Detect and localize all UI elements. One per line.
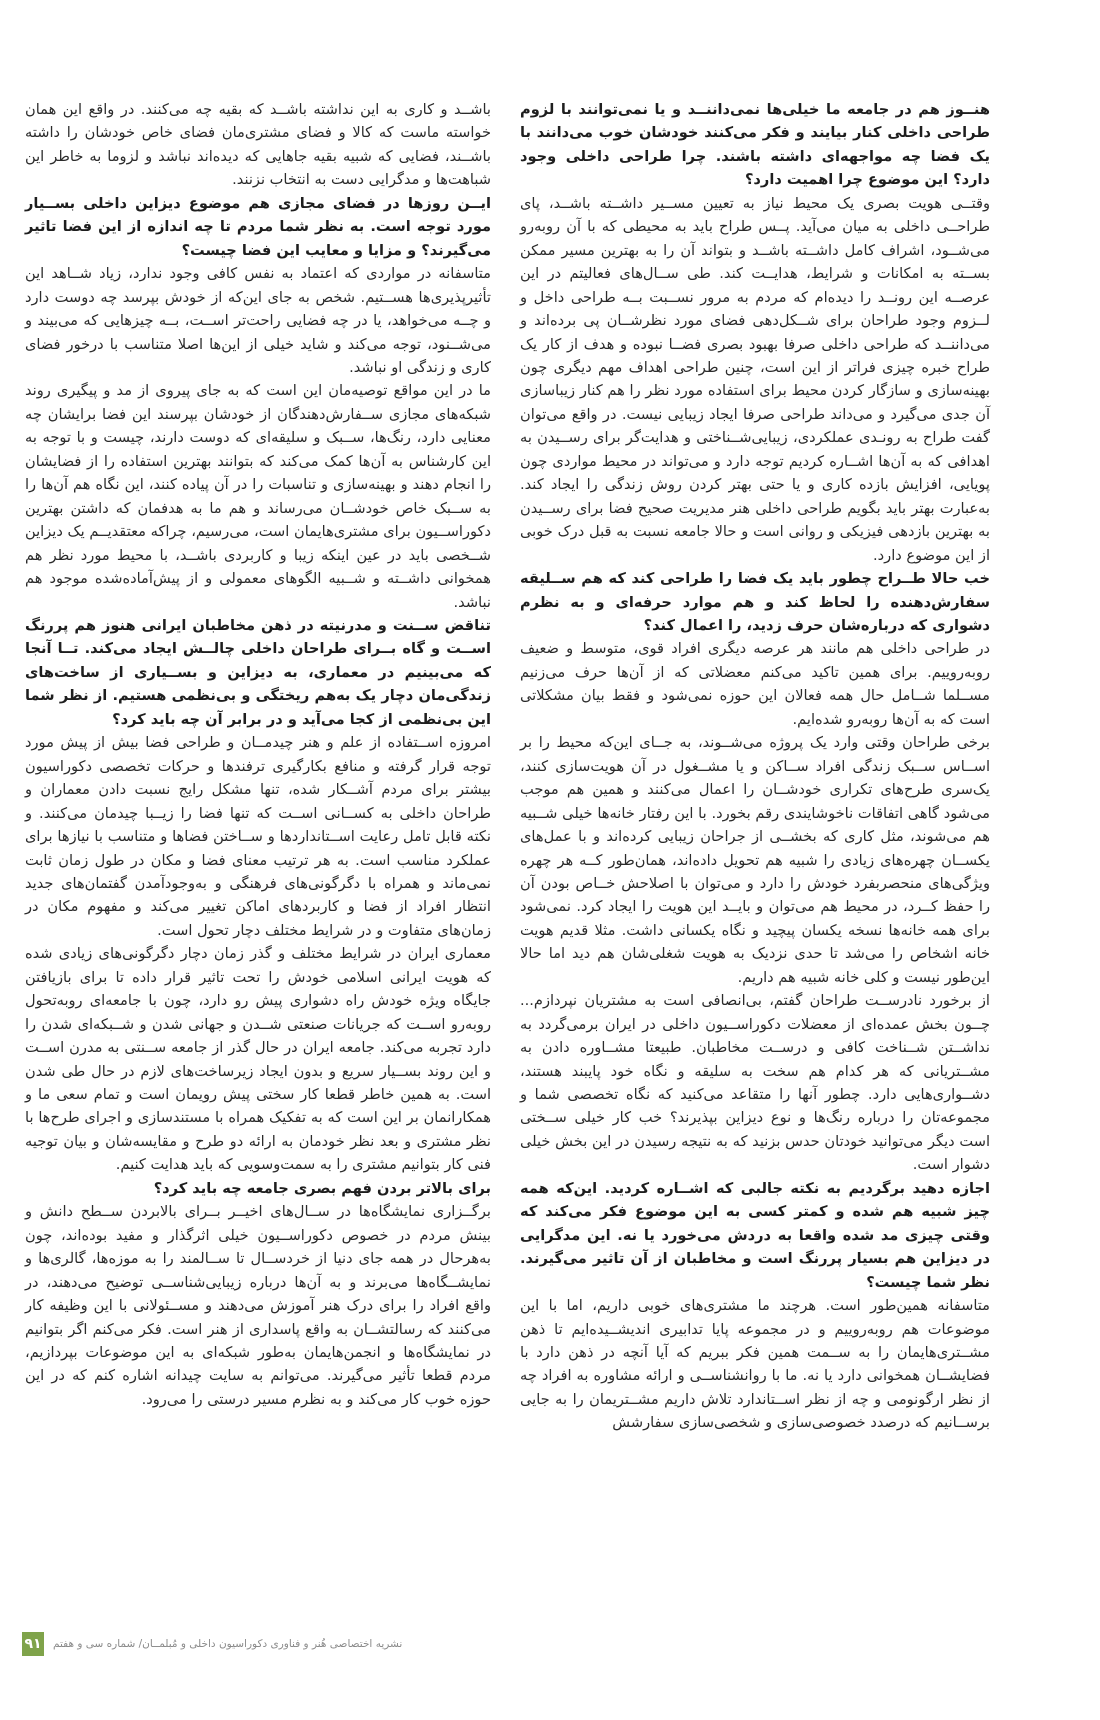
interview-question: ایــن روزها در فضای مجازی هم موضوع دیزاین داخلی بســیار مورد توجه است. به نظر شما مردم تا چه اندازه از این فضا تاثیر می‌گیرند؟ و مزایا و معایب این فضا چیست؟ xyxy=(25,194,491,259)
interview-answer: ما در این مواقع توصیه‌مان این است که به جای پیروی از مد و پیگیری روند شبکه‌های مجازی ســفارش‌دهندگان از خودشان بپرسند این فضا برایشان چه معنایی دارد، رنگ‌ها، ســبک و سلیقه‌ای که دوست دارند، چیست و با توجه به این کارشناس به آن‌ها کمک می‌کند که بتوانند بهترین استفاده را از فضایشان را انجام دهند و بهینه‌سازی و تناسبات را در آن پیاده کنند، این نگاه هم آن‌ها را به ســبک خاص خودشــان می‌رساند و هم ما به هدفمان که داشتن بهترین دکوراســیون برای مشتری‌هایمان است، می‌رسیم، چراکه معتقدیــم یک دیزاین شــخصی باید در عین اینکه زیبا و کاربردی باشــد، با محیط مورد نظر هم همخوانی داشــته و شــبیه الگوهای معمولی و از پیش‌آماده‌شده موجود هم نباشد. xyxy=(25,382,491,611)
interview-question: خب حالا طــراح چطور باید یک فضا را طراحی کند که هم ســلیقه سفارش‌دهنده را لحاظ کند و هم موارد حرفه‌ای و به نظرم دشواری که درباره‌شان حرف زدید، را اعمال کند؟ xyxy=(520,570,990,634)
page-footer xyxy=(22,1632,402,1656)
interview-question: برای بالاتر بردن فهم بصری جامعه چه باید کرد؟ xyxy=(153,1179,491,1197)
interview-question: اجازه دهید برگردیم به نکته جالبی که اشــاره کردید. این‌که همه چیز شبیه هم شده و کمتر کسی به این موضوع فکر می‌کند که وقتی چیزی مد شده واقعا به دردش می‌خورد یا نه. این مدگرایی در دیزاین هم بسیار پررنگ است و مخاطبان از آن تاثیر می‌گیرند. نظر شما چیست؟ xyxy=(520,1179,990,1291)
interview-question: تناقض ســنت و مدرنیته در ذهن مخاطبان ایرانی هنوز هم پررنگ اســت و گاه بــرای طراحان داخلی چالــش ایجاد می‌کند. تــا آنجا که می‌بینیم در معماری، به دیزاین و بســیاری از ساخت‌های زندگی‌مان دچار یک به‌هم ریختگی و بی‌نظمی هستیم. از نظر شما این بی‌نظمی از کجا می‌آید و در برابر آن چه باید کرد؟ xyxy=(25,616,491,728)
interview-answer: در طراحی داخلی هم مانند هر عرصه دیگری افراد قوی، متوسط و ضعیف روبه‌روییم. برای همین تاکید می‌کنم معضلاتی که از آن‌ها حرف می‌زنیم مســلما شــامل حال همه فعالان این حوزه نمی‌شود و فقط بیان مشکلاتی است که به آن‌ها روبه‌رو شده‌ایم. xyxy=(520,640,990,728)
interview-answer: باشــد و کاری به این نداشته باشــد که بقیه چه می‌کنند. در واقع این همان خواسته ماست که کالا و فضای مشتری‌مان فضای خاص خودشان را داشته باشــند، فضایی که شبیه بقیه جاهایی که دیده‌اند نباشد و لزوما به خاطر این شباهت‌ها و مدگرایی دست به انتخاب نزنند. xyxy=(25,101,491,189)
interview-answer: متاسفانه همین‌طور است. هرچند ما مشتری‌های خوبی داریم، اما با این موضوعات هم روبه‌روییم و در مجموعه پایا تدابیری اندیشــیده‌ایم تا ذهن مشــتری‌هایمان را به ســمت همین فکر ببریم که آیا آنچه در ذهن دارد با فضایشــان همخوانی دارد یا نه. ما با روانشناســی و ارائه مشاوره به افراد چه از نظر ارگونومی و چه از نظر اســتاندارد تلاش داریم مشــتریمان را به جایی برســانیم که درصدد خصوصی‌سازی و شخصی‌سازی سفارشش xyxy=(520,1297,990,1432)
article-column-left xyxy=(25,98,491,1411)
interview-answer: برخی طراحان وقتی وارد یک پروژه می‌شــوند، به جــای این‌که محیط را بر اســاس ســبک زندگی افراد ســاکن و یا مشــغول در آن هویت‌سازی کنند، یک‌سری طرح‌های تکراری خودشــان را اعمال می‌کنند و همین هم موجب می‌شود گاهی اتفاقات ناخوشایندی رقم بخورد. با این رفتار خانه‌ها خیلی شــبیه هم می‌شوند، مثل کاری که بخشــی از جراحان زیبایی کرده‌اند و با عمل‌های یکســان چهره‌های زیادی را شبیه هم تحویل داده‌اند، همان‌طور کــه هر چهره ویژگی‌های منحصربفرد خودش را دارد و می‌توان با اصلاحش خــاص بودن آن را حفظ کــرد، در محیط هم می‌توان و بایــد این هویت را ایجاد کرد. نمی‌شود برای همه خانه‌ها نسخه یکسان پیچید و نگاه یکسانی داشت. مثلا قدیم هویت خانه اشخاص را می‌شد تا حدی نزدیک به هویت شغلی‌شان هم دید اما حالا این‌طور نیست و کلی خانه شبیه هم داریم. xyxy=(520,734,990,986)
page-number-badge: ۹۱ xyxy=(22,1632,44,1656)
interview-answer: معماری ایران در شرایط مختلف و گذر زمان دچار دگرگونی‌های زیادی شده که هویت ایرانی اسلامی خودش را تحت تاثیر قرار داده تا برای بازیافتن جایگاه ویژه خودش راه دشواری پیش رو دارد، چون با جامعه‌ای روبه‌تحول روبه‌رو اســت که جریانات صنعتی شــدن و جهانی شدن و شــبکه‌ای شدن را دارد تجربه می‌کند. جامعه ایران در حال گذر از جامعه ســنتی به مدرن اســت و این روند بســیار سریع و بدون ایجاد زیرساخت‌های لازم در حال طی شدن است. به همین خاطر قطعا کار سختی پیش رویمان است و تمام سعی ما و همکارانمان بر این است که به تفکیک همراه با مستندسازی و اجرای طرح‌ها با نظر مشتری و بعد نظر خودمان به ارائه دو طرح و مقایسه‌شان و بیان توجیه فنی کار بتوانیم مشتری را به سمت‌وسویی که باید هدایت کنیم. xyxy=(25,945,491,1174)
interview-answer: امروزه اســتفاده از علم و هنر چیدمــان و طراحی فضا بیش از پیش مورد توجه قرار گرفته و منافع بکارگیری ترفندها و حرکات تخصصی دکوراسیون بیشتر برای مردم آشــکار شده، تنها مشکل رایج نسبت دادن معماران و طراحان داخلی به کســانی اســت که تنها فضا را زیــبا چیدمان می‌کنند. و نکته قابل تامل رعایت اســتانداردها و ســاختن فضاها و متناسب با نیازها برای عملکرد مناسب است. به هر ترتیب معنای فضا و مکان در طول زمان ثابت نمی‌ماند و همراه با دگرگونی‌های فرهنگی و به‌وجودآمدن گفتمان‌های جدید انتظار افراد از فضا و کاربردهای اماکن تغییر می‌کند و مفهوم مکان در زمان‌های متفاوت و در شرایط مختلف دچار تحول است. xyxy=(25,734,491,939)
interview-answer: برگــزاری نمایشگاه‌ها در ســال‌های اخیــر بــرای بالابردن ســطح دانش و بینش مردم در خصوص دکوراســیون خیلی اثرگذار و مفید بوده‌اند، چون به‌هرحال در همه جای دنیا از خردســال تا ســالمند را به موزه‌ها، گالری‌ها و نمایشــگاه‌ها می‌برند و به آن‌ها درباره زیبایی‌شناســی توضیح می‌دهند، در واقع افراد را برای درک هنر آموزش می‌دهند و مســئولانی با این وظیفه کار می‌کنند که رسالتشــان به واقع پاسداری از هنر است. فکر می‌کنم اگر بتوانیم در نمایشگاه‌ها و انجمن‌هایمان به‌طور شبکه‌ای به این موضوعات بپردازیم، مردم قطعا تأثیر می‌گیرند. می‌توانم به سایت چیدانه اشاره کنم که در این حوزه خوب کار می‌کند و به نظرم مسیر درستی را می‌رود. xyxy=(25,1203,491,1408)
interview-answer: متاسفانه در مواردی که اعتماد به نفس کافی وجود ندارد، زیاد شــاهد این تأثیرپذیری‌ها هســتیم. شخص به جای این‌که از خودش بپرسد چه دوست دارد و چــه می‌خواهد، یا در چه فضایی راحت‌تر اســت، بــه چیزهایی که می‌بیند و می‌شــنود، توجه می‌کند و شاید خیلی از این‌ها اصلا متناسب با درخور فضای کاری و زندگی او نباشد. xyxy=(25,265,491,376)
interview-question: هنــوز هم در جامعه ما خیلی‌ها نمی‌داننــد و یا نمی‌توانند با لزوم طراحی داخلی کنار بیایند و فکر می‌کنند خودشان خوب می‌دانند با یک فضا چه مواجهه‌ای داشته باشند. چرا طراحی داخلی وجود دارد؟ این موضوع چرا اهمیت دارد؟ xyxy=(520,101,990,189)
magazine-title: نشریه اختصاصی هُنر و فناوری دکوراسیون داخلی و مُبلمــان/ شماره سی و هفتم xyxy=(53,1638,403,1650)
article-column-right xyxy=(520,98,990,1435)
interview-answer: از برخورد نادرســت طراحان گفتم، بی‌انصافی است به مشتریان نپردازم... چــون بخش عمده‌ای از معضلات دکوراســیون داخلی در ایران برمی‌گردد به نداشــتن شــناخت کافی و درســت مخاطبان. طبیعتا مشــاوره دادن به مشــتریانی که هر کدام هم سخت به سلیقه و نگاه خود پایبند هستند، دشــواری‌هایی دارد. چطور آنها را متقاعد می‌کنید که نگاه تخصصی شما و مجموعه‌تان را درباره رنگ‌ها و نوع دیزاین بپذیرند؟ خب کار خیلی ســختی است دیگر می‌توانید خودتان حدس بزنید که به نتیجه رسیدن در این بخش خیلی دشوار است. xyxy=(520,992,990,1174)
interview-answer: وقتــی هویت بصری یک محیط نیاز به تعیین مســیر داشــته باشــد، پای طراحــی داخلی به میان می‌آید. پــس طراح باید به محیطی که با آن روبه‌رو می‌شــود، اشراف کامل داشــته باشــد و بتواند آن را به بهترین مسیر ممکن بســته به امکانات و شرایط، هدایــت کند. طی ســال‌های فعالیتم در این عرصــه این رونــد را دیده‌ام که مردم به مرور نســبت بــه طراحی داخل و لــزوم وجود طراحان برای شــکل‌دهی فضای مورد نظرشــان پی برده‌اند و می‌داننــد که طراحی داخلی صرفا بهبود بصری فضــا نبوده و هدف از کار یک طراح خبره چیزی فراتر از این است، چنین طراحی اهداف مهم دیگری چون بهینه‌سازی و سازگار کردن محیط برای استفاده مورد نظر را هم کنار زیباسازی آن جدی می‌گیرد و می‌داند طراحی صرفا ایجاد زیبایی نیست. در واقع می‌توان گفت طراح به رونـدی عملکردی، زیبایی‌شــناختی و هدایت‌گر برای رســیدن به اهدافی که به آن‌ها اشــاره کردیم توجه دارد و می‌تواند در محیط مواردی چون پویایی، افزایش بازده کاری و یا حتی بهتر کردن روش زندگی را ایجاد کند. به‌عبارت بهتر باید بگویم طراحی داخلی هنر مدیریت صحیح فضا برای رســیدن به بهترین بازدهی فیزیکی و روانی است و حالا جامعه نسبت به قبل درک خوبی از این موضوع دارد. xyxy=(520,194,990,564)
